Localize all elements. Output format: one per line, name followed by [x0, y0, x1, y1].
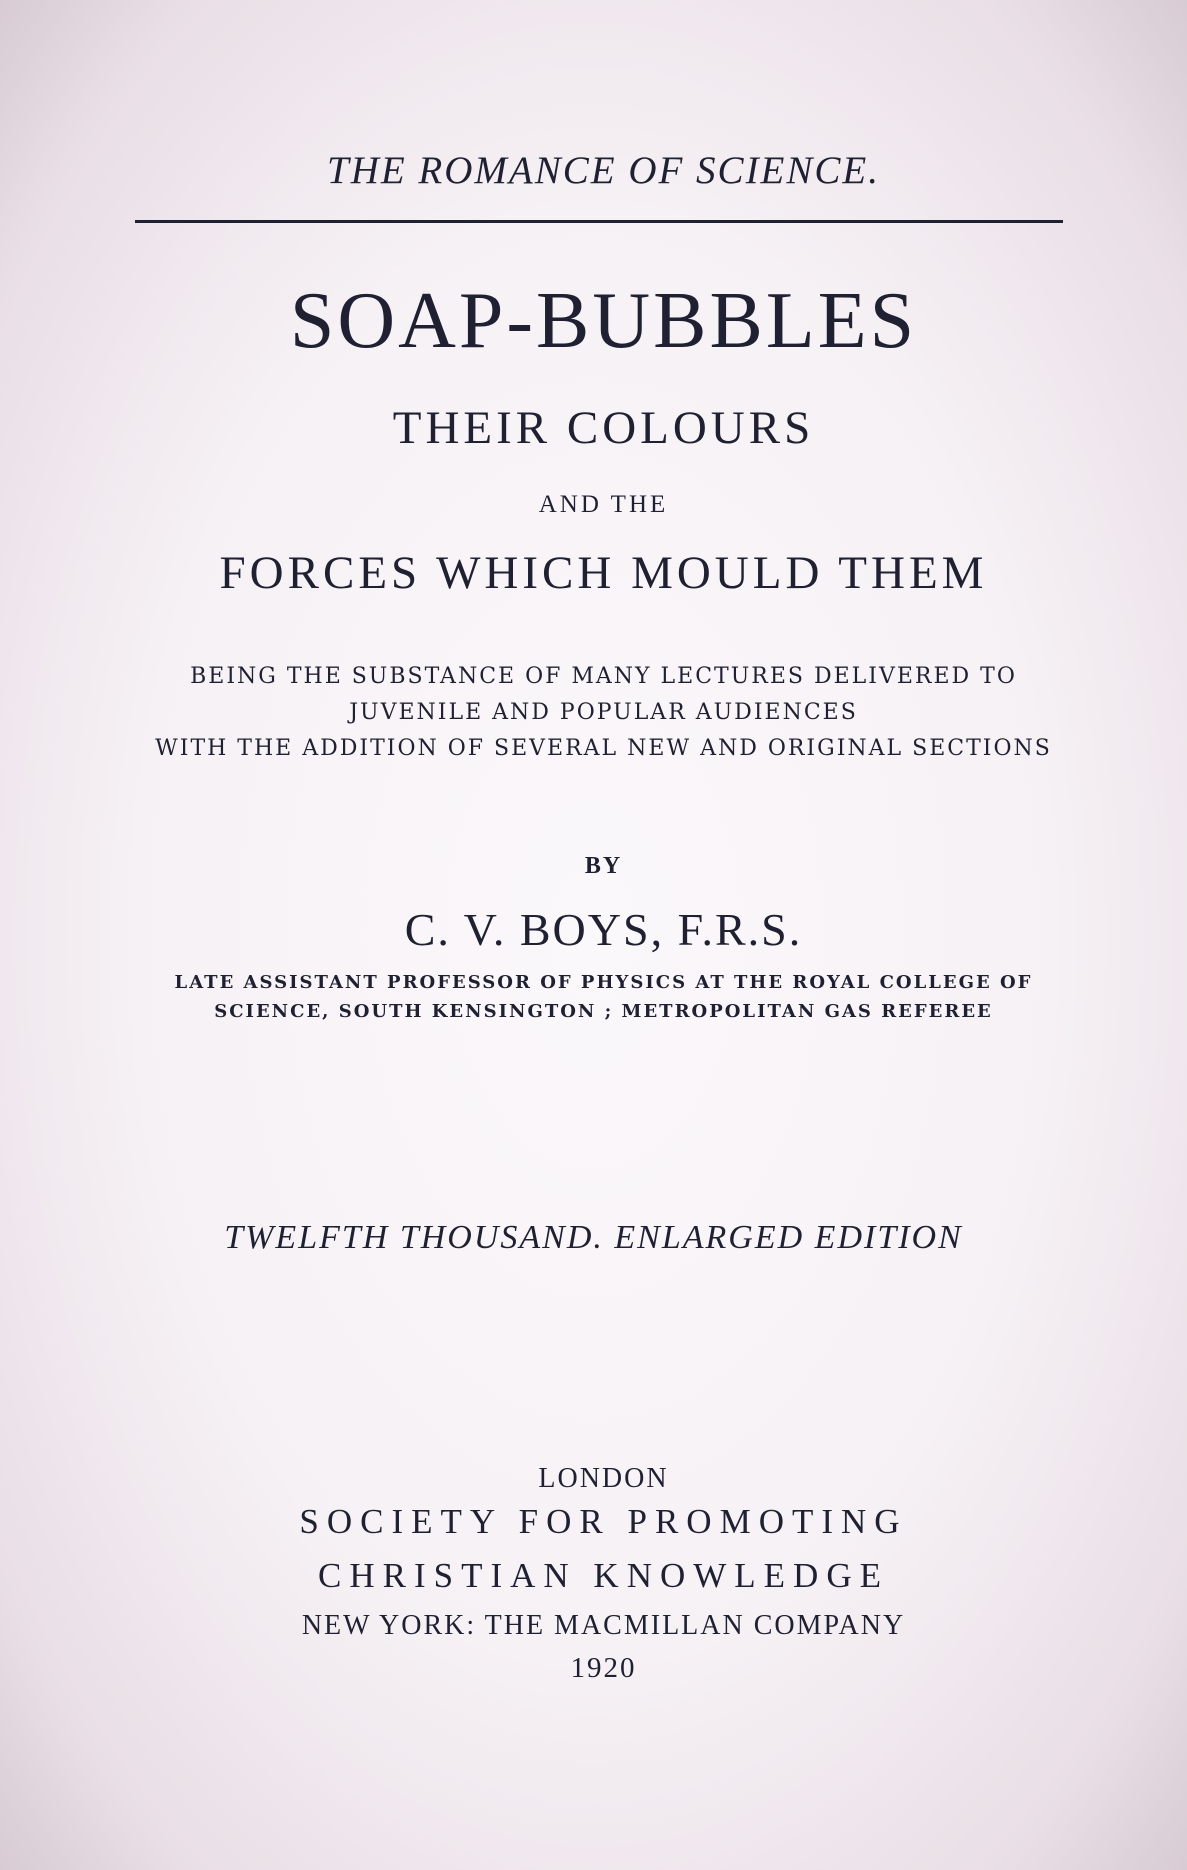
- author-name: C. V. BOYS, F.R.S.: [404, 904, 803, 955]
- by-label: BY: [584, 853, 623, 879]
- subtitle-line-2: FORCES WHICH MOULD THEM: [219, 547, 988, 599]
- author-affiliation-line: SCIENCE, SOUTH KENSINGTON ; METROPOLITAN GAS REFEREE: [214, 1001, 993, 1022]
- description-line: WITH THE ADDITION OF SEVERAL NEW AND ORIGINAL SECTIONS: [155, 736, 1052, 761]
- imprint-city: LONDON: [538, 1463, 669, 1494]
- co-publisher: NEW YORK: THE MACMILLAN COMPANY: [301, 1610, 906, 1641]
- book-title: SOAP-BUBBLES: [289, 277, 918, 365]
- series-title: THE ROMANCE OF SCIENCE.: [327, 149, 880, 192]
- publisher-line-2: CHRISTIAN KNOWLEDGE: [318, 1556, 889, 1595]
- edition-statement: TWELFTH THOUSAND. ENLARGED EDITION: [224, 1219, 963, 1256]
- subtitle-connector: AND THE: [538, 491, 669, 518]
- publication-year: 1920: [570, 1652, 637, 1684]
- description-line: BEING THE SUBSTANCE OF MANY LECTURES DELIVERED TO: [190, 664, 1017, 689]
- subtitle-line-1: THEIR COLOURS: [392, 402, 815, 454]
- description-line: JUVENILE AND POPULAR AUDIENCES: [349, 700, 858, 725]
- publisher-line-1: SOCIETY FOR PROMOTING: [299, 1502, 908, 1541]
- header-rule: [135, 220, 1063, 223]
- author-affiliation-line: LATE ASSISTANT PROFESSOR OF PHYSICS AT THE ROYAL COLLEGE OF: [174, 972, 1033, 993]
